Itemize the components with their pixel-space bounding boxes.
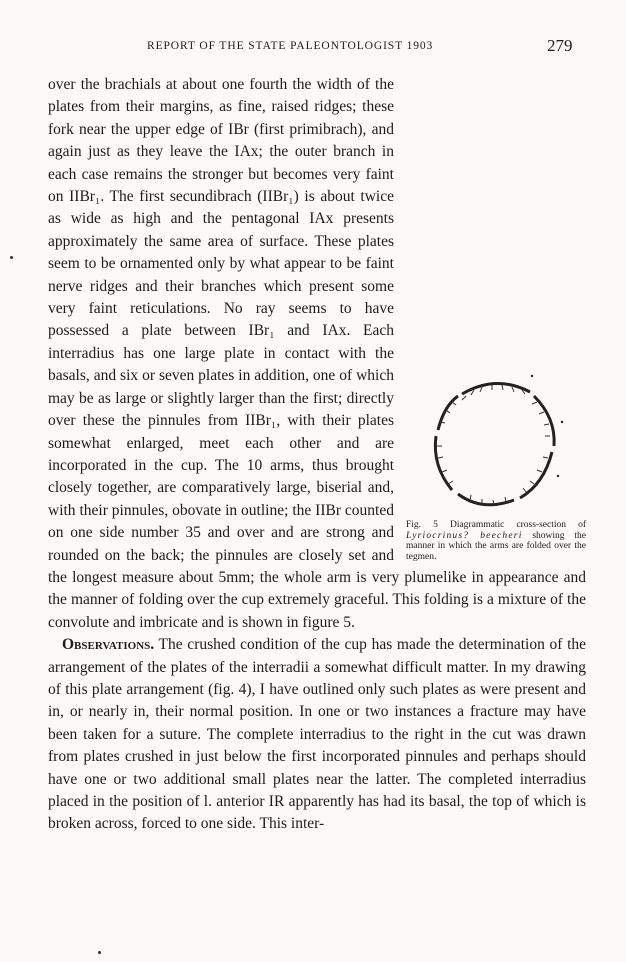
page-header [0,36,626,58]
paragraph-1: over the brachials at about one fourth the width of the plates from their margins, as fine, raised ridges; these fork near the upper edge of IBr (first primibrach), and again just as they leave the IAx; the outer branch in each case remains the stronger but becomes very faint on IIBr₁. The first secundibrach (IIBr₁) is about twice as wide as high and the pentagonal IAx presents approximately the same area of surface. These plates seem to be ornamented only by what appear to be faint nerve ridges and their branches which present some very faint reticulations. No ray seems to have possessed a plate between IBr₁ and IAx. Each interradius has one large plate in contact with the basals, and six or seven plates in addition, one of which may be as large or slightly larger than the first; directly over these the pinnules from IIBr₁, with their plates somewhat enlarged, meet each other and are incorporated in the cup. The 10 arms, thus brought closely together, are comparatively large, biserial and, with their pinnules, obovate in outline; the IIBr counted on one side number 35 and over and are strong and rounded on the back; the pinnules are closely set and the longest measure about 5mm; the whole arm is very plumelike in appearance and the manner of folding over the cup extremely graceful. This folding is a mixture of the convolute and imbricate and is shown in figure 5. [48,76,586,631]
observations-heading: Observations. [62,636,155,654]
paragraph-2 [48,634,586,836]
figure-5 [406,366,586,562]
arm-cross-section-diagram [422,366,570,516]
page-number: 279 [547,36,573,55]
body-text [48,74,586,836]
margin-dot [10,256,13,259]
running-title: REPORT OF THE STATE PALEONTOLOGIST 1903 [147,40,434,52]
caption-suffix: showing the manner in which the arms are folded over the tegmen. [406,530,586,562]
figure-caption [406,520,586,562]
bottom-dot [98,951,101,954]
caption-prefix: Fig. 5 Diagrammatic cross-section of [406,520,586,530]
paragraph-2-text: The crushed condition of the cup has made the determination of the arrangement of the plates of the interradii a somewhat difficult matter. In my drawing of this plate arrangement (fig. 4), I have outlined only such plates as were present and in, or nearly in, their normal position. In one or two instances a fracture may have been taken for a suture. The complete interradius to the right in the cut was drawn from plates crushed in just below the first incorporated pinnules and perhaps should have one or two additional small plates near the latter. The completed interradius placed in the position of l. anterior IR apparently has had its basal, the top of which is broken across, forced to one side. This inter- [48,636,586,833]
caption-species: Lyriocrinus? beecheri [406,530,523,541]
